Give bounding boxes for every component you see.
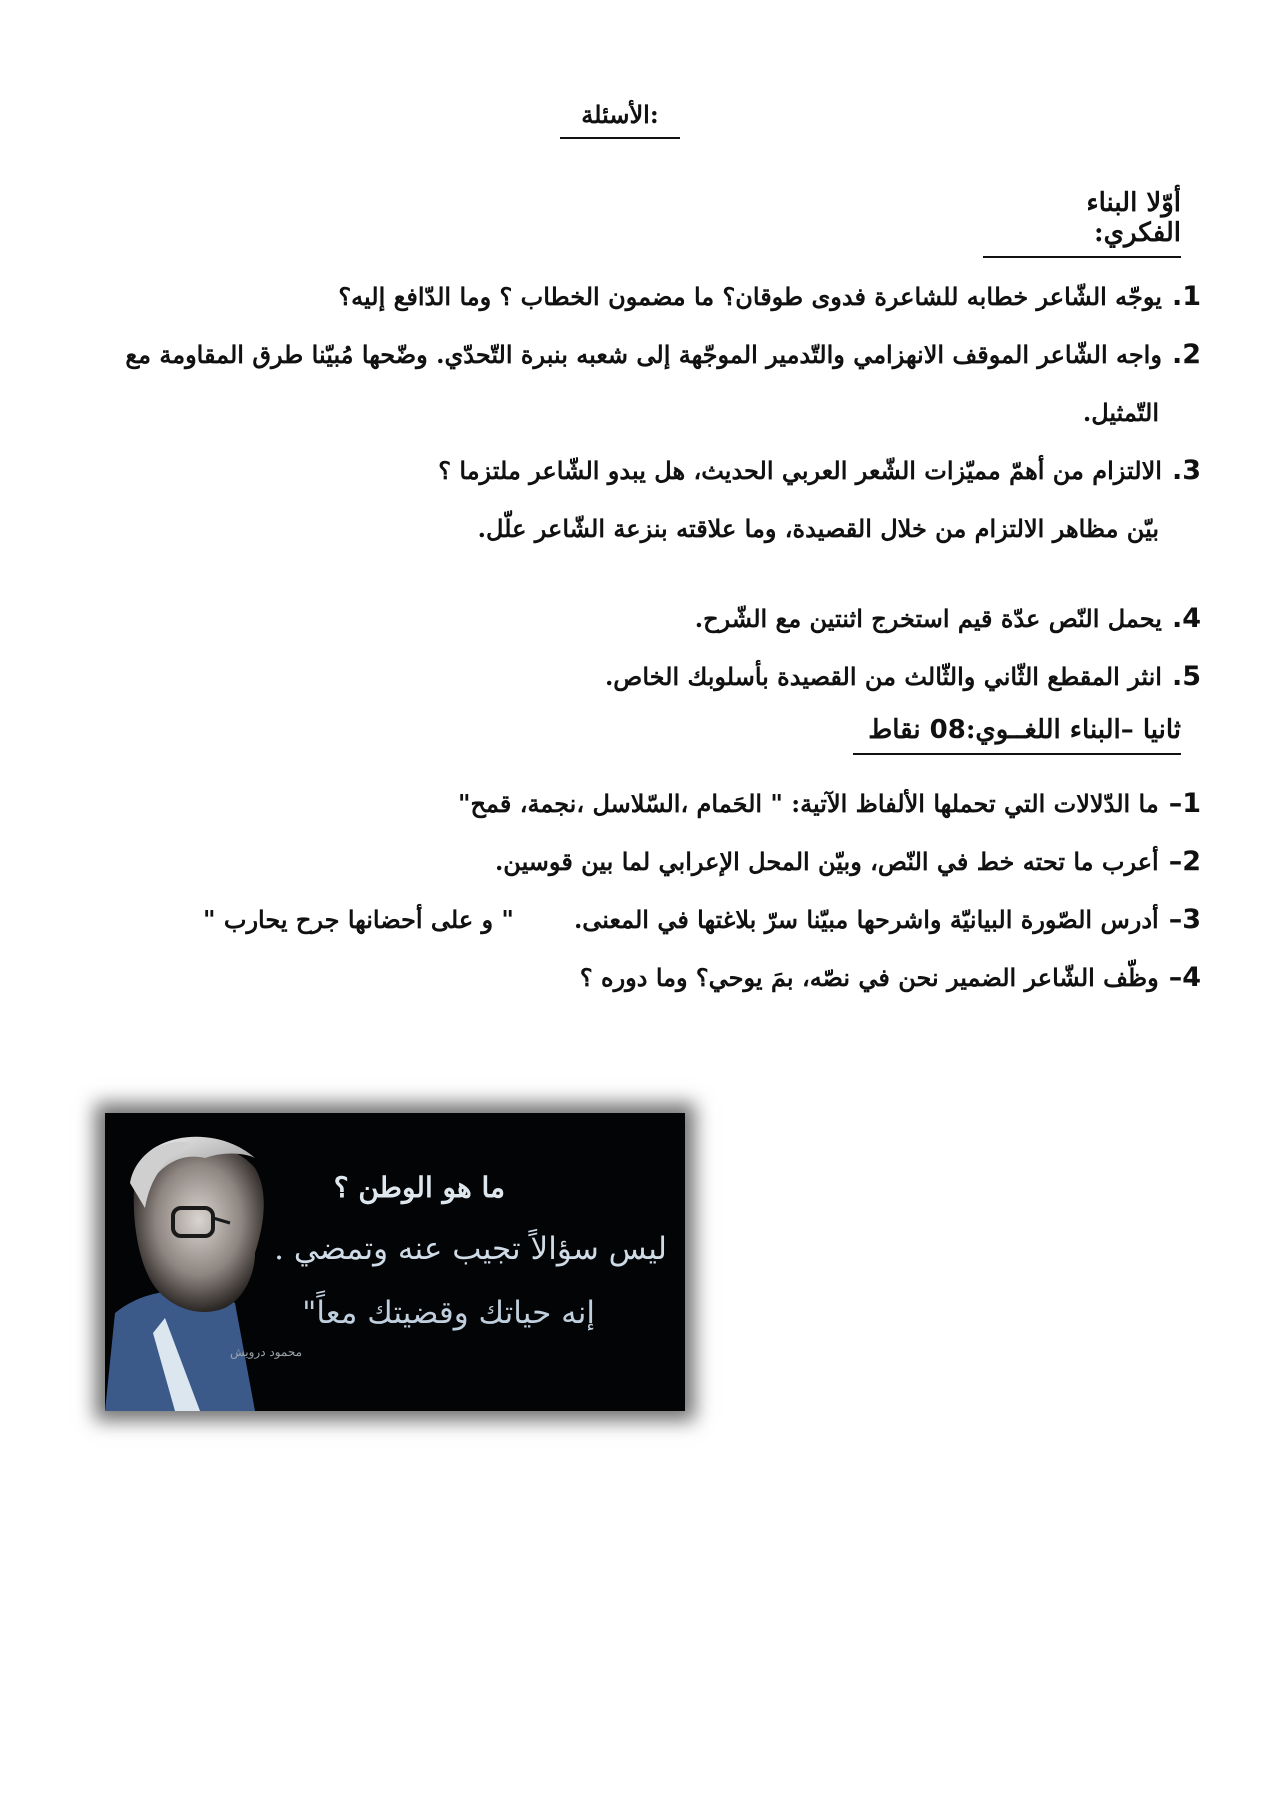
question-text: انثر المقطع الثّاني والثّالث من القصيدة بأسلوبك الخاص.: [604, 662, 1162, 691]
question-text: ما الدّلالات التي تحملها الألفاظ الآتية: " الحَمام ،السّلاسل ،نجمة، قمح": [458, 789, 1159, 818]
question-text: وظّف الشّاعر الضمير نحن في نصّه، بمَ يوحي؟ وما دوره ؟: [579, 963, 1159, 992]
question-number: 4–: [1168, 962, 1201, 993]
question-4: [91, 590, 1201, 648]
section2-heading: [853, 715, 1181, 755]
question-3: [91, 442, 1201, 558]
question-text: واجه الشّاعر الموقف الانهزامي والتّدمير الموجّهة إلى شعبه بنبرة التّحدّي. وضّحها مُبيّنا طرق المقاومة مع: [125, 340, 1162, 369]
question-number: 4.: [1171, 603, 1201, 634]
question-number: 3–: [1168, 904, 1201, 935]
question-number: 3.: [1171, 455, 1201, 486]
language-question-2: [91, 833, 1201, 891]
question-number: 2–: [1168, 846, 1201, 877]
section2-points: 08: [929, 715, 966, 745]
question-number: 5.: [1171, 661, 1201, 692]
question-continuation: التّمثيل.: [1082, 398, 1159, 427]
section2-points-label: نقاط: [868, 715, 921, 745]
language-question-3: [91, 891, 1201, 949]
question-text: أعرب ما تحته خط في النّص، وبيّن المحل الإعرابي لما بين قوسين.: [494, 847, 1159, 876]
question-text: يحمل النّص عدّة قيم استخرج اثنتين مع الشّرح.: [694, 604, 1162, 633]
question-number: 1.: [1171, 281, 1201, 312]
question-continuation: بيّن مظاهر الالتزام من خلال القصيدة، وما علاقته بنزعة الشّاعر علّل.: [477, 514, 1159, 543]
quote-photo: [105, 1113, 685, 1411]
section1-heading: أوّلا البناء الفكري:: [983, 188, 1181, 258]
question-number: 1–: [1168, 788, 1201, 819]
question-5: [91, 648, 1201, 706]
question-number: 2.: [1171, 339, 1201, 370]
photo-quote-line-2: ليس سؤالاً تجيب عنه وتمضي .: [274, 1231, 667, 1267]
question-text: أدرس الصّورة البيانيّة واشرحها مبيّنا سرّ بلاغتها في المعنى.: [573, 905, 1159, 934]
photo-quote-line-3: إنه حياتك وقضيتك معاً": [302, 1295, 595, 1331]
language-question-1: [91, 775, 1201, 833]
question-text: يوجّه الشّاعر خطابه للشاعرة فدوى طوقان؟ ما مضمون الخطاب ؟ وما الدّافع إليه؟: [338, 282, 1162, 311]
quoted-verse: " و على أحضانها جرح يحارب ": [203, 905, 514, 934]
photo-signature: محمود درويش: [230, 1345, 303, 1359]
page-title: الأسئلة:: [560, 100, 680, 139]
question-2: [91, 326, 1201, 442]
question-1: [91, 268, 1201, 326]
question-text: الالتزام من أهمّ مميّزات الشّعر العربي الحديث، هل يبدو الشّاعر ملتزما ؟: [438, 456, 1162, 485]
photo-quote-line-1: ما هو الوطن ؟: [333, 1171, 505, 1204]
language-question-4: [91, 949, 1201, 1007]
section2-heading-text: ثانيا –البناء اللغــوي:: [965, 715, 1181, 745]
